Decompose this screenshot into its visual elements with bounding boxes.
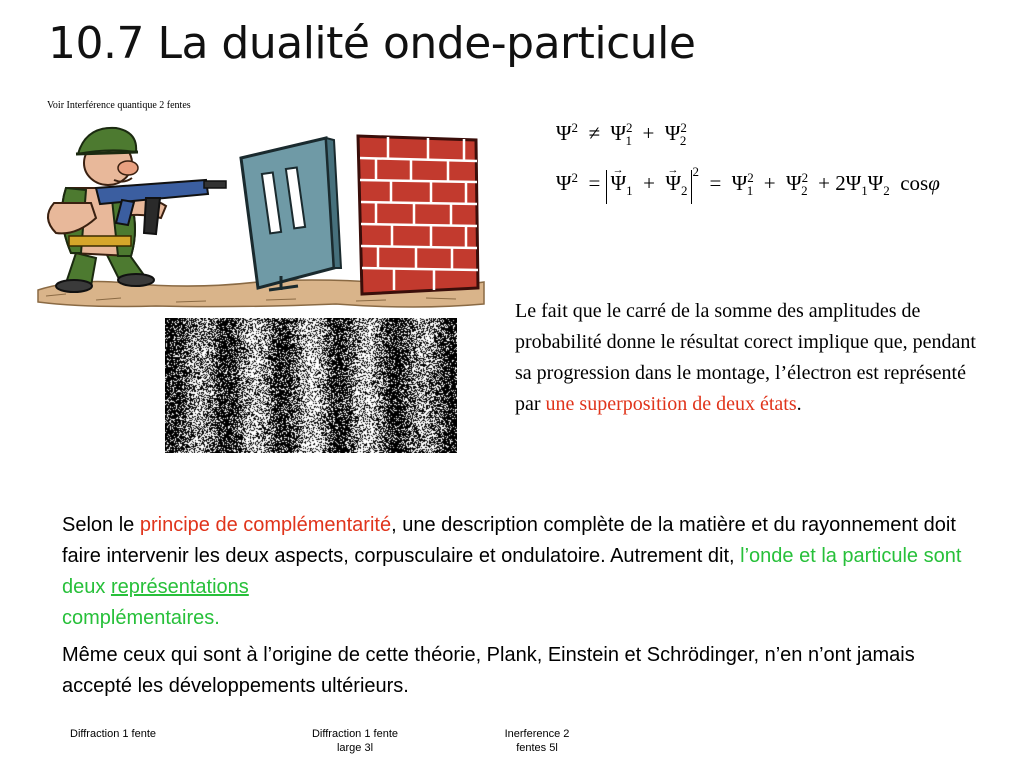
superposition-highlight: une superposition de deux états [545,393,797,415]
formula-interference: $\Psi^2$ = → $\Psi_1$ + → $\Psi_2^2 = \Psi^2_1 + \Psi^2_2 + 2\Psi_1\Psi_2$ cosφ [556,170,940,204]
wave-particle-highlight: l’onde et la particule sont deux [62,545,962,598]
slide-title: 10.7 La dualité onde-particule [48,18,696,69]
footer-link-diffraction-1-fente[interactable]: Diffraction 1 fente [70,728,157,740]
interference-pattern-image [165,318,457,453]
footer-link-interference-2-fentes[interactable]: Inerference 2 fentes 5l [504,728,570,754]
formula-inequality: $\Psi^2 \ne \Psi^2_1 + \Psi^2_2$ [556,120,687,149]
interference-link[interactable]: Voir Interférence quantique 2 fentes [47,100,191,111]
footer-link-diffraction-large[interactable]: Diffraction 1 fente large 3l [311,728,398,754]
soldier-double-slit-illustration [36,118,486,310]
complementarity-highlight: principe de complémentarité [139,514,392,536]
complementarity-paragraph: Selon le principe de complémentarité, une description complète de la matière et du rayonnement doit faire intervenir les deux aspects, corpusculaire et ondulatoire. Autrement dit, l’onde et la particule sont deux représentations complémentaires. [62,510,962,634]
history-paragraph: Même ceux qui sont à l’origine de cette théorie, Plank, Einstein et Schrödinger, n’en n’ont jamais accepté les développements ultérieurs. [62,644,915,697]
superposition-paragraph: Le fait que le carré de la somme des amplitudes de probabilité donne le résultat corect implique que, pendant sa progression dans le montage, l’électron est représenté par une superposition de deux états. [515,300,976,415]
soldier-figure [48,128,226,292]
representations-link[interactable]: représentations [110,576,249,598]
brick-wall [358,136,478,294]
complementary-text: complémentaires. [62,607,220,629]
double-slit-plate [241,138,341,290]
